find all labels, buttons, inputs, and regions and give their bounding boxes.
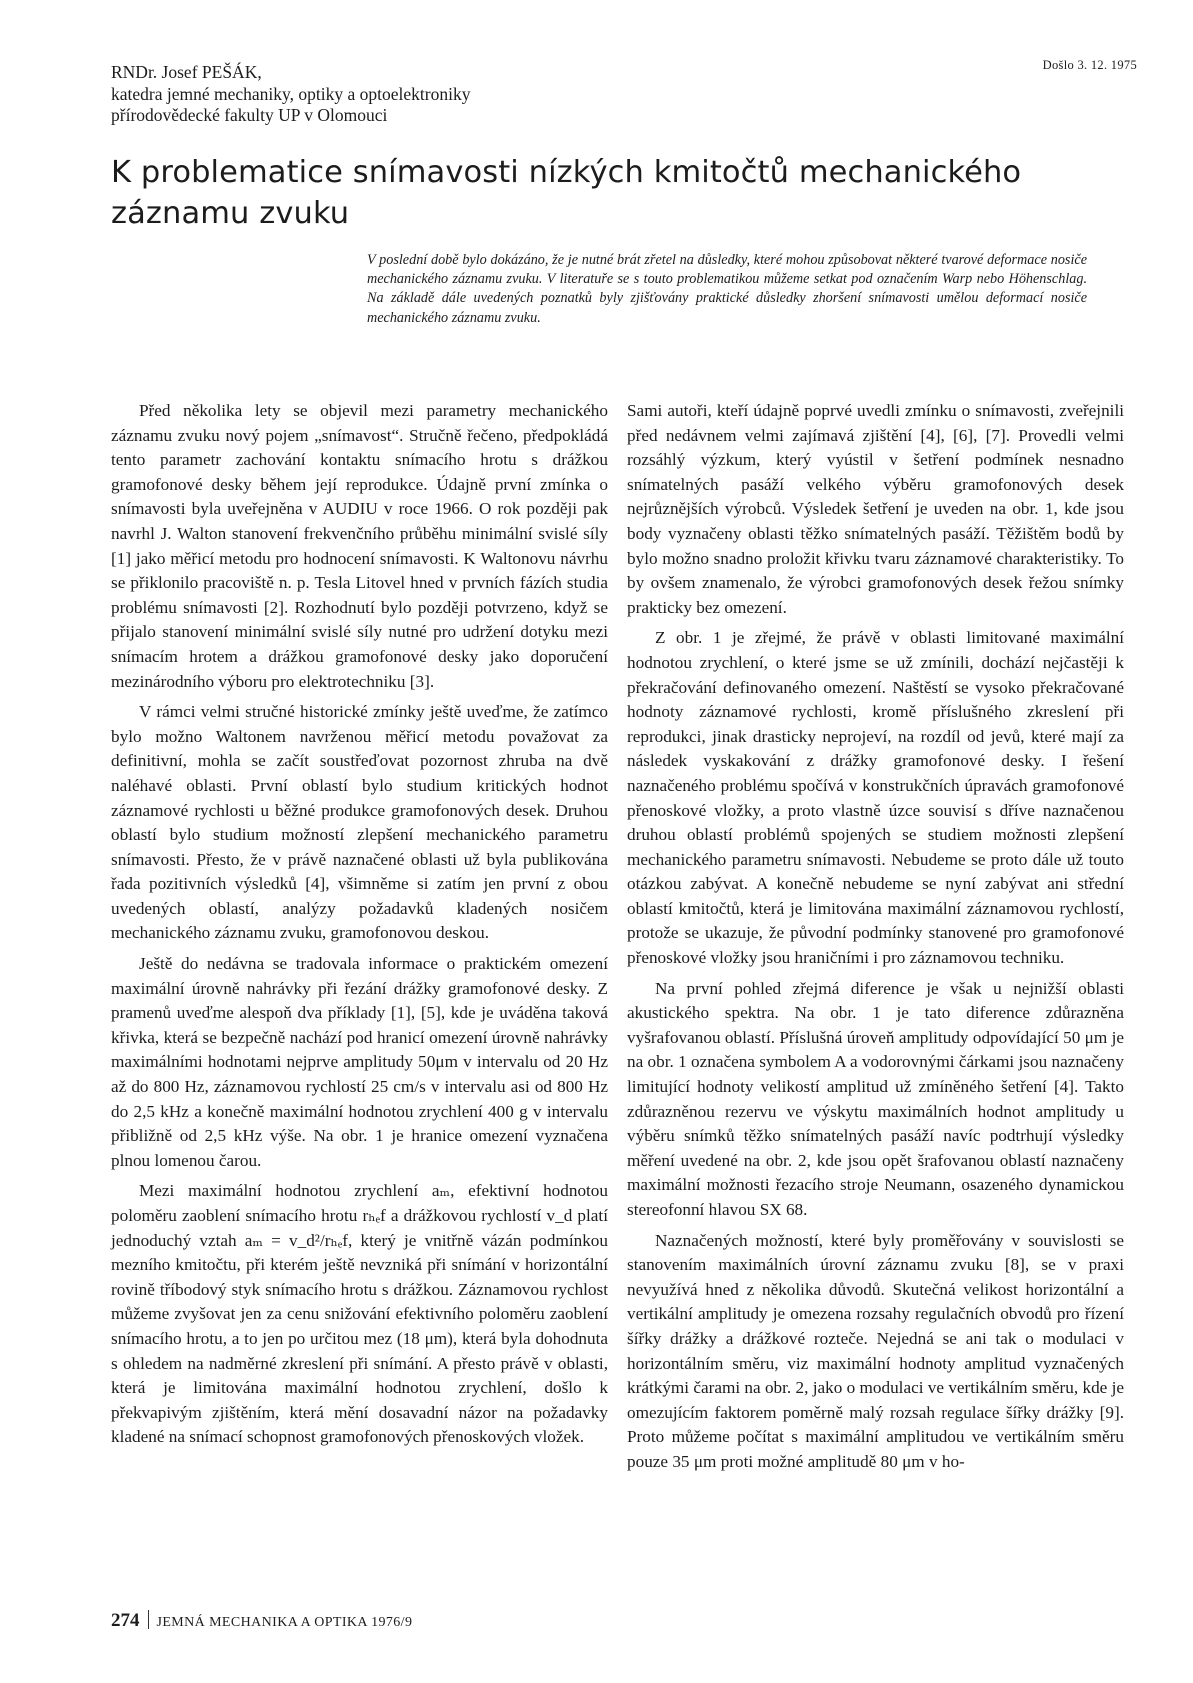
author-block <box>111 62 611 127</box>
paragraph: Před několika lety se objevil mezi parametry mechanického záznamu zvuku nový pojem „snímavost“. Stručně řečeno, předpokládá tento parametr zachování kontaktu snímacího hrotu s drážkou gramofonové desky během její reprodukce. Údajně první zmínka o snímavosti byla uveřejněna v AUDIU v roce 1966. O rok později pak navrhl J. Walton stanovení frekvenčního průběhu minimální svislé síly [1] jako měřicí metodu pro hodnocení snímavosti. K Waltonovu návrhu se přiklonilo pracoviště n. p. Tesla Litovel hned v prvních fázích studia problému snímavosti [2]. Rozhodnutí bylo později potvrzeno, když se přijalo stanovení minimální svislé síly nutné pro udržení dotyku mezi snímacím hrotem a drážkou gramofonové desky jako doporučení mezinárodního výboru pro elektrotechniku [3]. <box>111 401 608 691</box>
paragraph: Mezi maximální hodnotou zrychlení aₘ, efektivní hodnotou poloměru zaoblení snímacího hrotu rₕₑf a drážkovou rychlostí v_d platí jednoduchý vztah aₘ = v_d²/rₕₑf, který je vnitřně vázán podmínkou mezního kmitočtu, při kterém ještě nevzniká při snímání v horizontální rovině tříbodový styk snímacího hrotu s drážkou. Záznamovou rychlost můžeme zvyšovat jen za cenu snižování efektivního poloměru zaoblení snímacího hrotu, a to jen po určitou mez (18 μm), která byla dohodnuta s ohledem na nadměrné zkreslení při snímání. A přesto právě v oblasti, která je limitována maximální hodnotou zrychlení, došlo k překvapivým zjištěním, která mění dosavadní názor na požadavky kladené na snímací schopnost gramofonových přenoskových vložek. <box>111 1181 608 1447</box>
article-title: K problematice snímavosti nízkých kmitočtů mechanického záznamu zvuku <box>111 155 1022 231</box>
abstract: V poslední době bylo dokázáno, že je nutné brát zřetel na důsledky, které mohou způsobovat některé tvarové deformace nosiče mechanického záznamu zvuku. V literatuře se s touto problematikou můžeme setkat pod označením Warp nebo Höhenschlag. Na základě dále uvedených poznatků byly zjišťovány praktické důsledky zhoršení snímavosti umělou deformací nosiče mechanického záznamu zvuku. <box>367 252 1087 326</box>
journal-name: JEMNÁ MECHANIKA A OPTIKA 1976/9 <box>156 1615 413 1630</box>
author-name: RNDr. Josef PEŠÁK, <box>111 62 262 82</box>
paragraph: Na první pohled zřejmá diference je však u nejnižší oblasti akustického spektra. Na obr. 1 je tato diference zdůrazněna vyšrafovanou oblastí. Příslušná úroveň amplitudy odpovídající 50 μm je na obr. 1 označena symbolem A a vodorovnými čárkami jsou naznačeny limitující hodnoty velikostí amplitud už zmíněného šetření [4]. Takto zdůrazněnou rezervu ve výskytu maximálních hodnot amplitudy u výběru snímků těžko snímatelných pasáží navíc podtrhují výsledky měření uvedené na obr. 2, kde jsou opět šrafovanou oblastí naznačeny maximální možnosti řezacího stroje Neumann, osazeného dynamickou stereofonní hlavou SX 68. <box>627 978 1124 1219</box>
received-date: Došlo 3. 12. 1975 <box>1042 58 1137 72</box>
paragraph: V rámci velmi stručné historické zmínky ještě uveďme, že zatímco bylo možno Waltonem navrženou měřicí metodu považovat za definitivní, mohla se začít soustřeďovat pozornost zhruba na dvě naléhavé oblasti. První oblastí bylo studium kritických hodnot záznamové rychlosti u běžné produkce gramofonových desek. Druhou oblastí bylo studium možností zlepšení mechanického parametru snímavosti. Přesto, že v právě naznačené oblasti už byla publikována řada pozitivních výsledků [4], všimněme si zatím jen první z obou uvedených oblastí, analýzy požadavků kladených nosičem mechanického záznamu zvuku, gramofonovou deskou. <box>111 702 608 943</box>
footer-divider <box>148 1610 149 1629</box>
page-footer <box>111 1610 412 1632</box>
author-affiliation-department: katedra jemné mechaniky, optiky a optoelektroniky <box>111 83 471 104</box>
paragraph: Naznačených možností, které byly proměřovány v souvislosti se stanovením maximálních úrovní záznamu zvuku [8], se v praxi nevyužívá hned z několika důvodů. Skutečná velikost horizontální a vertikální amplitudy je omezena rozsahy regulačních obvodů pro řízení šířky drážky a drážkové rozteče. Nejedná se ani tak o modulaci v horizontálním směru, viz maximální hodnoty amplitud vyznačených krátkými čarami na obr. 2, jako o modulaci ve vertikálním směru, kde je omezujícím faktorem poměrně malý rozsah regulace šířky drážky [9]. Proto můžeme počítat s maximální amplitudou ve vertikálním směru pouze 35 μm proti možné amplitudě 80 μm v ho- <box>627 1230 1124 1471</box>
body-column-right <box>627 399 1124 1481</box>
author-affiliation-faculty: přírodovědecké fakulty UP v Olomouci <box>111 105 388 125</box>
paragraph: Ještě do nedávna se tradovala informace o praktickém omezení maximální úrovně nahrávky při řezání drážky gramofonové desky. Z pramenů uveďme alespoň dva příklady [1], [5], kde je uváděna taková křivka, která se bezpečně nachází pod hranicí omezení úrovně nahrávky maximálními hodnotami nejprve amplitudy 50μm v intervalu od 20 Hz až do 800 Hz, záznamovou rychlostí 25 cm/s v intervalu asi od 800 Hz do 2,5 kHz a konečně maximální hodnotou zrychlení 400 g v intervalu přibližně od 2,5 kHz výše. Na obr. 1 je hranice omezení vyznačena plnou lomenou čarou. <box>111 954 608 1170</box>
paragraph: Z obr. 1 je zřejmé, že právě v oblasti limitované maximální hodnotou zrychlení, o které jsme se už zmínili, dochází nejčastěji k překračování definovaného omezení. Naštěstí se vysoko překračované hodnoty záznamové rychlosti, kromě příslušného zkreslení při reprodukci, jinak drasticky neprojeví, na rozdíl od jevů, které mají za následek vyskakování z drážky gramofonové desky. I řešení naznačeného problému spočívá v konstrukčních úpravách gramofonové přenoskové vložky, a proto vlastně úzce souvisí s dříve naznačenou druhou oblastí problémů spojených se studiem možnosti zlepšení mechanického parametru snímavosti. Nebudeme se proto dále už touto otázkou zabývat. A konečně nebudeme se nyní zabývat ani střední oblastí kmitočtů, která je limitována maximální záznamovou rychlostí, protože se ukazuje, že původní podmínky stanovené pro gramofonové přenoskové vložky jsou hraničními i pro záznamovou techniku. <box>627 628 1124 968</box>
page-number: 274 <box>111 1610 140 1631</box>
body-column-left <box>111 399 608 1456</box>
paragraph: Sami autoři, kteří údajně poprvé uvedli zmínku o snímavosti, zveřejnili před nedávnem velmi zajímavá zjištění [4], [6], [7]. Provedli velmi rozsáhlý výzkum, který vyústil v šetření podmínek nesnadno snímatelných pasáží velkého výběru gramofonových desek nejrůznějších výrobců. Výsledek šetření je uveden na obr. 1, kde jsou body vyznačeny oblasti těžko snímatelných pasáží. Těžištěm bodů by bylo možno snadno proložit křivku tvaru záznamové charakteristiky. To by ovšem znamenalo, že výrobci gramofonových desek řežou snímky prakticky bez omezení. <box>627 401 1124 617</box>
